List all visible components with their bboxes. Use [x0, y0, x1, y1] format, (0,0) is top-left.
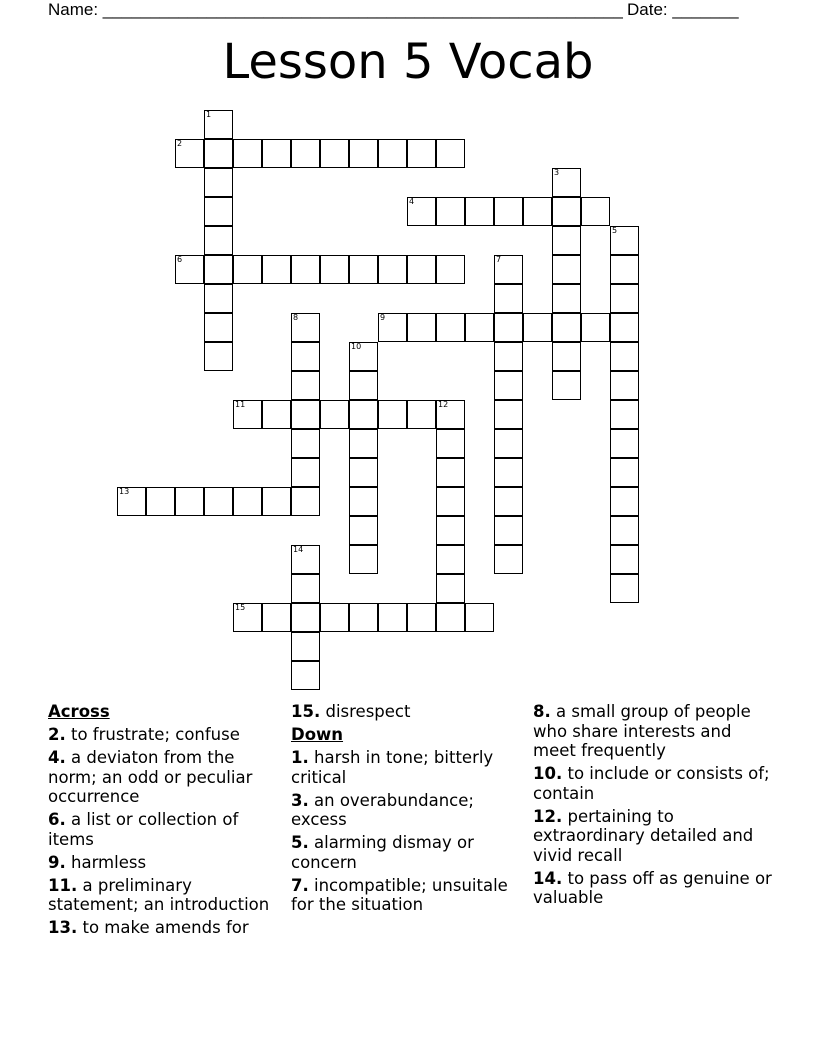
- grid-cell[interactable]: [494, 313, 523, 342]
- grid-cell[interactable]: [320, 603, 349, 632]
- clues-column-3: [533, 702, 773, 911]
- grid-cell[interactable]: [233, 255, 262, 284]
- grid-cell[interactable]: [610, 429, 639, 458]
- grid-cell[interactable]: [378, 603, 407, 632]
- grid-cell[interactable]: [436, 516, 465, 545]
- grid-cell[interactable]: [552, 255, 581, 284]
- grid-cell[interactable]: [581, 313, 610, 342]
- grid-cell[interactable]: [291, 487, 320, 516]
- clue-across-9: 9. harmless: [48, 852, 147, 872]
- grid-cell[interactable]: [465, 313, 494, 342]
- grid-cell[interactable]: [349, 487, 378, 516]
- cell-number: 8: [293, 313, 299, 322]
- grid-cell[interactable]: [407, 313, 436, 342]
- grid-cell[interactable]: [233, 603, 262, 632]
- clue-down-1: 1. harsh in tone; bitterly critical: [291, 748, 494, 787]
- cell-number: 14: [293, 545, 304, 554]
- grid-cell[interactable]: [552, 284, 581, 313]
- grid-cell[interactable]: [552, 226, 581, 255]
- grid-cell[interactable]: [262, 603, 291, 632]
- grid-cell[interactable]: [204, 284, 233, 313]
- grid-cell[interactable]: [494, 197, 523, 226]
- grid-cell[interactable]: [494, 516, 523, 545]
- grid-cell[interactable]: [610, 371, 639, 400]
- grid-cell[interactable]: [436, 545, 465, 574]
- grid-cell[interactable]: [262, 400, 291, 429]
- clues-column-2: [291, 702, 529, 918]
- grid-cell[interactable]: [320, 139, 349, 168]
- grid-cell[interactable]: [436, 487, 465, 516]
- grid-cell[interactable]: [204, 255, 233, 284]
- grid-cell[interactable]: [262, 139, 291, 168]
- grid-cell[interactable]: [175, 487, 204, 516]
- grid-cell[interactable]: [233, 487, 262, 516]
- cell-number: 13: [119, 487, 130, 496]
- grid-cell[interactable]: [349, 458, 378, 487]
- grid-cell[interactable]: [494, 458, 523, 487]
- grid-cell[interactable]: [204, 313, 233, 342]
- grid-cell[interactable]: [610, 516, 639, 545]
- grid-cell[interactable]: [291, 342, 320, 371]
- clue-across-15: 15. disrespect: [291, 702, 411, 721]
- grid-cell[interactable]: [349, 429, 378, 458]
- grid-cell[interactable]: [291, 458, 320, 487]
- cell-number: 12: [438, 400, 449, 409]
- grid-cell[interactable]: [407, 603, 436, 632]
- grid-cell[interactable]: [291, 429, 320, 458]
- grid-cell[interactable]: [291, 255, 320, 284]
- cell-number: 10: [351, 342, 362, 351]
- grid-cell[interactable]: [610, 458, 639, 487]
- cell-number: 11: [235, 400, 246, 409]
- clues-column-1: [48, 702, 278, 941]
- grid-cell[interactable]: [320, 400, 349, 429]
- grid-cell[interactable]: [349, 255, 378, 284]
- clue-across-6: 6. a list or collection of items: [48, 810, 239, 849]
- grid-cell[interactable]: [291, 574, 320, 603]
- grid-cell[interactable]: [291, 632, 320, 661]
- grid-cell[interactable]: [465, 603, 494, 632]
- grid-cell[interactable]: [407, 197, 436, 226]
- grid-cell[interactable]: [552, 197, 581, 226]
- grid-cell[interactable]: [262, 255, 291, 284]
- grid-cell[interactable]: [233, 139, 262, 168]
- clue-down-7: 7. incompatible; unsuitale for the situation: [291, 875, 508, 914]
- grid-cell[interactable]: [436, 400, 465, 429]
- grid-cell[interactable]: [175, 139, 204, 168]
- down-heading: Down: [291, 725, 344, 744]
- clue-across-13: 13. to make amends for: [48, 918, 249, 937]
- cell-number: 9: [380, 313, 386, 322]
- grid-cell[interactable]: [233, 400, 262, 429]
- grid-cell[interactable]: [378, 139, 407, 168]
- grid-cell[interactable]: [436, 458, 465, 487]
- grid-cell[interactable]: [610, 574, 639, 603]
- grid-cell[interactable]: [378, 255, 407, 284]
- across-heading: Across: [48, 702, 110, 721]
- grid-cell[interactable]: [291, 139, 320, 168]
- grid-cell[interactable]: [523, 313, 552, 342]
- grid-cell[interactable]: [436, 255, 465, 284]
- cell-number: 7: [496, 255, 502, 264]
- grid-cell[interactable]: [349, 603, 378, 632]
- grid-cell[interactable]: [378, 313, 407, 342]
- grid-cell[interactable]: [378, 400, 407, 429]
- grid-cell[interactable]: [407, 255, 436, 284]
- grid-cell[interactable]: [349, 139, 378, 168]
- grid-cell[interactable]: [204, 226, 233, 255]
- page-title: Lesson 5 Vocab: [222, 34, 594, 90]
- grid-cell[interactable]: [407, 139, 436, 168]
- clue-down-5: 5. alarming dismay or concern: [291, 833, 474, 872]
- grid-cell[interactable]: [494, 284, 523, 313]
- grid-cell[interactable]: [175, 255, 204, 284]
- grid-cell[interactable]: [465, 197, 494, 226]
- grid-cell[interactable]: [436, 313, 465, 342]
- cell-number: 15: [235, 603, 246, 612]
- grid-cell[interactable]: [349, 545, 378, 574]
- date-field-label: Date: _______: [627, 0, 739, 19]
- grid-cell[interactable]: [204, 197, 233, 226]
- grid-cell[interactable]: [610, 284, 639, 313]
- cell-number: 5: [612, 226, 618, 235]
- clue-down-14: 14. to pass off as genuine or valuable: [533, 868, 772, 907]
- clue-across-4: 4. a deviaton from the norm; an odd or peculiar occurrence: [48, 748, 253, 806]
- grid-cell[interactable]: [610, 400, 639, 429]
- grid-cell[interactable]: [494, 400, 523, 429]
- grid-cell[interactable]: [610, 342, 639, 371]
- grid-cell[interactable]: [523, 197, 552, 226]
- grid-cell[interactable]: [610, 313, 639, 342]
- grid-cell[interactable]: [291, 661, 320, 690]
- name-field-label: Name: _______________________________________________________: [48, 0, 623, 19]
- grid-cell[interactable]: [494, 342, 523, 371]
- grid-cell[interactable]: [610, 487, 639, 516]
- grid-cell[interactable]: [204, 487, 233, 516]
- grid-cell[interactable]: [407, 400, 436, 429]
- grid-cell[interactable]: [349, 371, 378, 400]
- grid-cell[interactable]: [494, 545, 523, 574]
- grid-cell[interactable]: [494, 255, 523, 284]
- cell-number: 3: [554, 168, 560, 177]
- cell-number: 4: [409, 197, 415, 206]
- grid-cell[interactable]: [291, 371, 320, 400]
- grid-cell[interactable]: [320, 255, 349, 284]
- grid-cell[interactable]: [117, 487, 146, 516]
- grid-cell[interactable]: [436, 574, 465, 603]
- grid-cell[interactable]: [494, 487, 523, 516]
- grid-cell[interactable]: [581, 197, 610, 226]
- grid-cell[interactable]: [146, 487, 175, 516]
- grid-cell[interactable]: [552, 313, 581, 342]
- grid-cell[interactable]: [610, 545, 639, 574]
- grid-cell[interactable]: [349, 516, 378, 545]
- grid-cell[interactable]: [436, 139, 465, 168]
- clue-down-10: 10. to include or consists of; contain: [533, 764, 770, 803]
- grid-cell[interactable]: [204, 342, 233, 371]
- grid-cell[interactable]: [349, 400, 378, 429]
- grid-cell[interactable]: [552, 371, 581, 400]
- grid-cell[interactable]: [291, 603, 320, 632]
- grid-cell[interactable]: [436, 429, 465, 458]
- grid-cell[interactable]: [291, 545, 320, 574]
- grid-cell[interactable]: [494, 371, 523, 400]
- grid-cell[interactable]: [610, 255, 639, 284]
- grid-cell[interactable]: [291, 400, 320, 429]
- clue-across-2: 2. to frustrate; confuse: [48, 725, 240, 744]
- clue-across-11: 11. a preliminary statement; an introduction: [48, 875, 270, 914]
- grid-cell[interactable]: [262, 487, 291, 516]
- cell-number: 2: [177, 139, 183, 148]
- grid-cell[interactable]: [436, 603, 465, 632]
- clue-down-8: 8. a small group of people who share interests and meet frequently: [533, 702, 751, 760]
- grid-cell[interactable]: [204, 139, 233, 168]
- grid-cell[interactable]: [552, 168, 581, 197]
- clue-down-12: 12. pertaining to extraordinary detailed and vivid recall: [533, 806, 754, 865]
- clue-down-3: 3. an overabundance; excess: [291, 790, 474, 829]
- grid-cell[interactable]: [204, 110, 233, 139]
- cell-number: 1: [206, 110, 212, 119]
- grid-cell[interactable]: [436, 197, 465, 226]
- cell-number: 6: [177, 255, 183, 264]
- grid-cell[interactable]: [349, 342, 378, 371]
- grid-cell[interactable]: [494, 429, 523, 458]
- grid-cell[interactable]: [552, 342, 581, 371]
- grid-cell[interactable]: [204, 168, 233, 197]
- grid-cell[interactable]: [610, 226, 639, 255]
- grid-cell[interactable]: [291, 313, 320, 342]
